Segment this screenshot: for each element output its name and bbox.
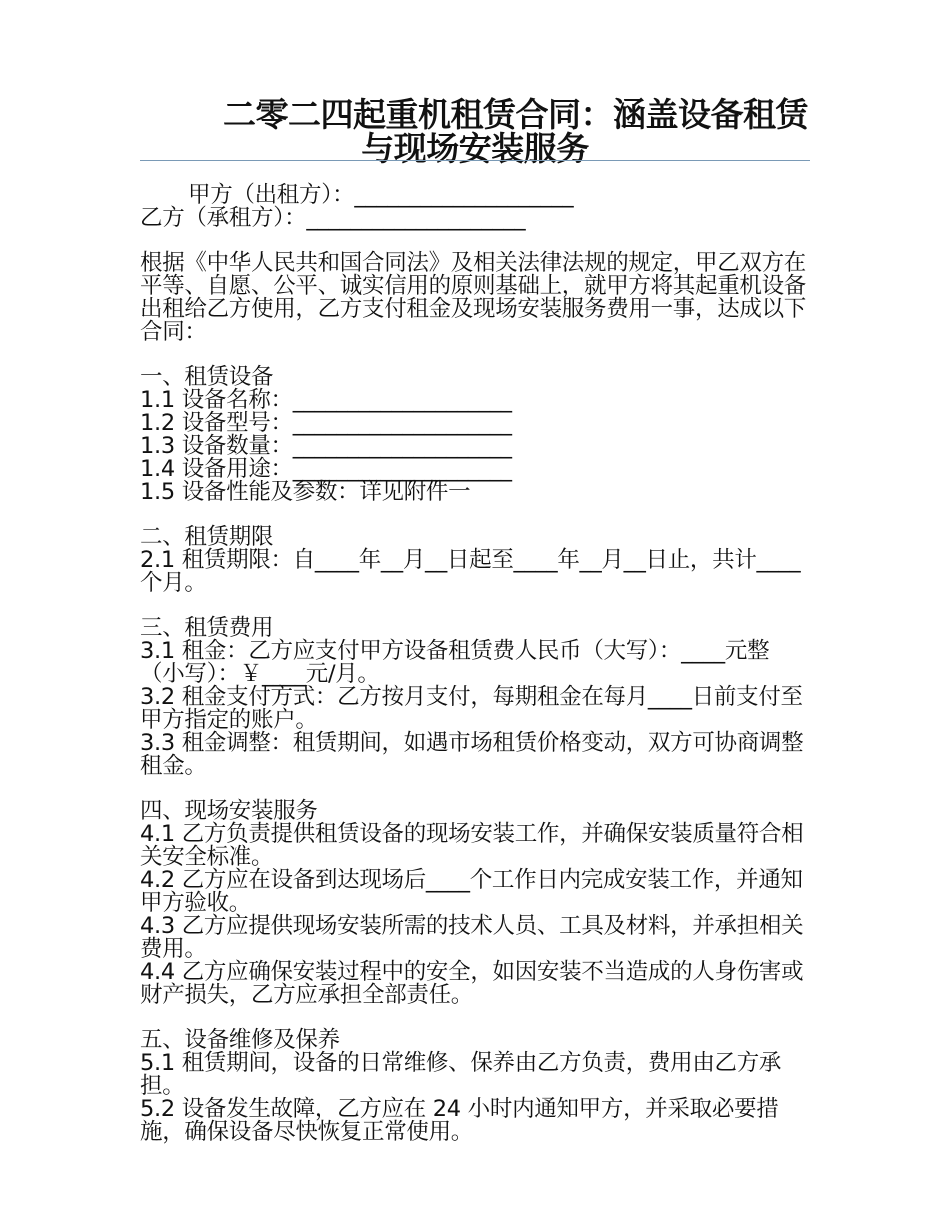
clause: 4.3 乙方应提供现场安装所需的技术人员、工具及材料，并承担相关费用。 — [140, 913, 804, 962]
clause: 4.2 乙方应在设备到达现场后____个工作日内完成安装工作，并通知甲方验收。 — [140, 867, 803, 916]
spacer — [140, 595, 810, 617]
clause: 3.2 租金支付方式：乙方按月支付，每期租金在每月____日前支付至甲方指定的账户。 — [140, 684, 803, 733]
clause: 1.2 设备型号：____________________ — [140, 410, 512, 436]
section-rental-fees — [140, 617, 810, 778]
section-heading: 一、租赁设备 — [140, 364, 274, 390]
clause: 5.1 租赁期间，设备的日常维修、保养由乙方负责，费用由乙方承担。 — [140, 1050, 782, 1099]
spacer — [140, 1007, 810, 1029]
section-maintenance — [140, 1029, 810, 1144]
clause: 1.5 设备性能及参数：详见附件一 — [140, 479, 471, 505]
section-heading: 三、租赁费用 — [140, 615, 274, 641]
section-rental-term — [140, 526, 810, 595]
party-b-line: 乙方（承租方）：____________________ — [140, 205, 526, 231]
spacer — [140, 778, 810, 800]
title-line-2: 与现场安装服务 — [361, 129, 589, 168]
title-line-1: 二零二四起重机租赁合同：涵盖设备租赁 — [223, 95, 808, 134]
clause: 4.1 乙方负责提供租赁设备的现场安装工作，并确保安装质量符合相关安全标准。 — [140, 821, 804, 870]
title-divider — [140, 160, 810, 161]
clause: 3.3 租金调整：租赁期间，如遇市场租赁价格变动，双方可协商调整租金。 — [140, 730, 804, 779]
spacer — [140, 504, 810, 526]
clause: 5.2 设备发生故障，乙方应在 24 小时内通知甲方，并采取必要措施，确保设备尽快恢复正常使用。 — [140, 1096, 779, 1145]
clause: 3.1 租金：乙方应支付甲方设备租赁费人民币（大写）：____元整（小写）：￥____元/月。 — [140, 638, 770, 687]
spacer — [140, 344, 810, 366]
spacer — [140, 230, 810, 252]
section-installation-service — [140, 800, 810, 1007]
clause: 1.4 设备用途：____________________ — [140, 456, 512, 482]
preamble-paragraph: 根据《中华人民共和国合同法》及相关法律法规的规定，甲乙双方在平等、自愿、公平、诚实信用的原则基础上，就甲方将其起重机设备出租给乙方使用，乙方支付租金及现场安装服务费用一事，达成以下合同： — [140, 250, 807, 345]
section-heading: 四、现场安装服务 — [140, 798, 318, 824]
clause: 2.1 租赁期限：自____年__月__日起至____年__月__日止，共计____个月。 — [140, 547, 801, 596]
document-title — [140, 95, 810, 168]
section-heading: 五、设备维修及保养 — [140, 1027, 340, 1053]
clause: 1.3 设备数量：____________________ — [140, 433, 512, 459]
clause: 4.4 乙方应确保安装过程中的安全，如因安装不当造成的人身伤害或财产损失，乙方应承担全部责任。 — [140, 959, 804, 1008]
clause: 1.1 设备名称：____________________ — [140, 387, 512, 413]
document-body — [140, 184, 810, 1144]
party-a-line: 甲方（出租方）：____________________ — [188, 182, 574, 208]
section-rental-equipment — [140, 366, 810, 504]
section-heading: 二、租赁期限 — [140, 524, 274, 550]
